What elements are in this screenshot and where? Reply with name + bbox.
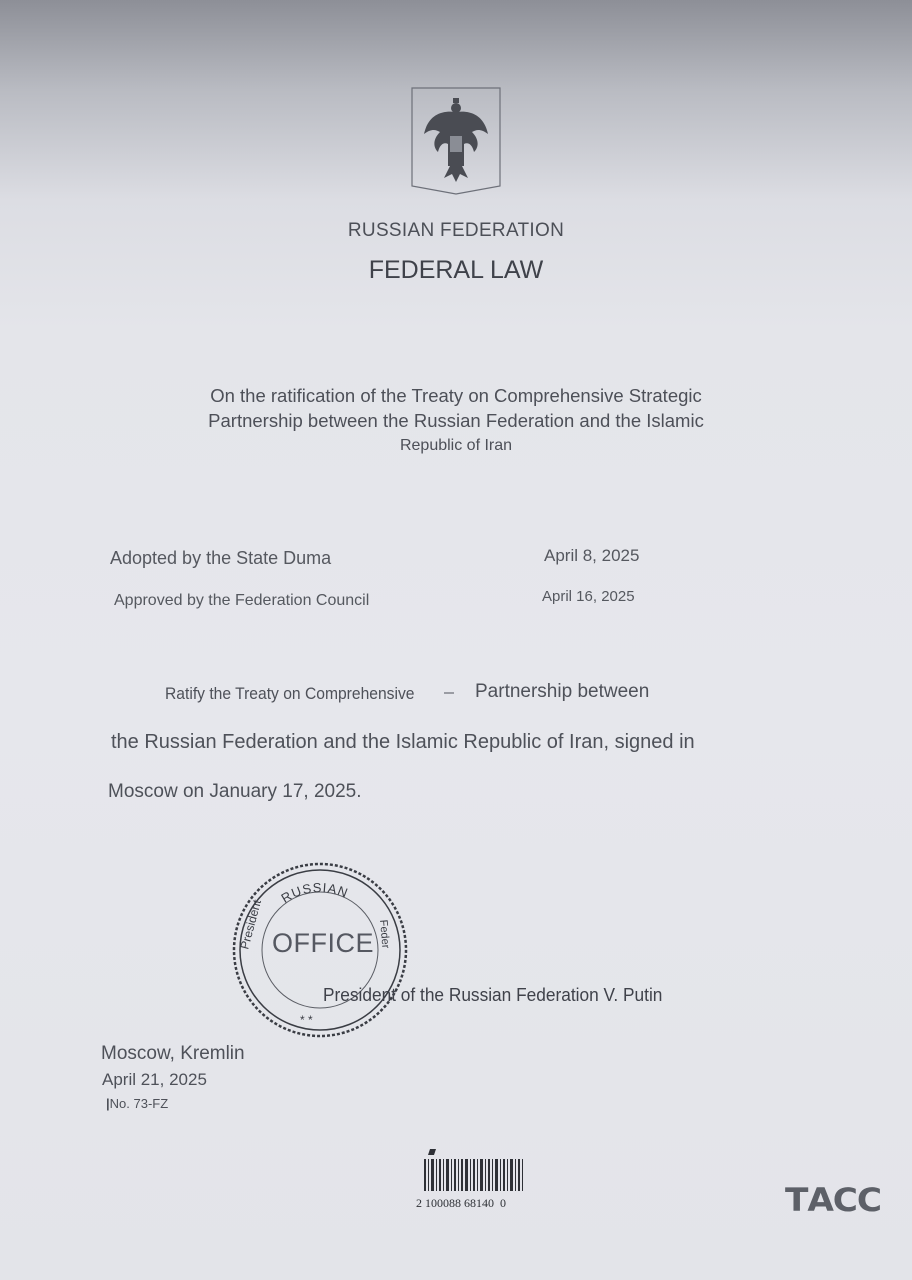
country-heading: RUSSIAN FEDERATION <box>347 220 565 241</box>
seal-top-text: RUSSIAN <box>278 879 351 906</box>
law-title-line-2: Partnership between the Russian Federation and the Islamic <box>208 410 704 431</box>
duma-date: April 8, 2025 <box>544 546 640 565</box>
document-type: FEDERAL LAW <box>368 256 544 284</box>
body-line-1b: Partnership between <box>475 681 650 702</box>
place: Moscow, Kremlin <box>101 1043 245 1064</box>
body-line-1a: Ratify the Treaty on Comprehensive <box>165 684 415 703</box>
tass-logo <box>783 1180 883 1220</box>
law-title-line-3: Republic of Iran <box>399 437 513 454</box>
svg-text:* *: * * <box>300 1013 313 1027</box>
law-number-text: No. 73-FZ <box>109 1096 169 1111</box>
svg-text:President: President <box>237 898 265 951</box>
svg-text:Feder: Feder <box>377 919 392 949</box>
svg-text:ТАСС: ТАСС <box>785 1181 881 1219</box>
state-emblem <box>410 86 502 196</box>
signing-date: April 21, 2025 <box>102 1070 207 1089</box>
body-line-3: Moscow on January 17, 2025. <box>108 781 362 802</box>
barcode-number: 2 100088 68140 0 <box>416 1196 506 1210</box>
office-seal <box>230 860 410 1040</box>
blank-mark <box>444 692 454 694</box>
barcode <box>414 1145 540 1213</box>
svg-text:RUSSIAN <box>278 880 350 906</box>
seal-center-text: OFFICE <box>272 928 374 958</box>
law-number: |No. 73-FZ <box>106 1096 169 1111</box>
law-title-line-1: On the ratification of the Treaty on Comprehensive Strategic <box>210 385 702 406</box>
council-label: Approved by the Federation Council <box>114 592 370 609</box>
body-line-2: the Russian Federation and the Islamic Republic of Iran, signed in <box>111 731 695 753</box>
duma-label: Adopted by the State Duma <box>110 548 332 568</box>
signatory: President of the Russian Federation V. Putin <box>323 985 663 1005</box>
law-title <box>0 383 912 458</box>
council-date: April 16, 2025 <box>542 588 635 605</box>
